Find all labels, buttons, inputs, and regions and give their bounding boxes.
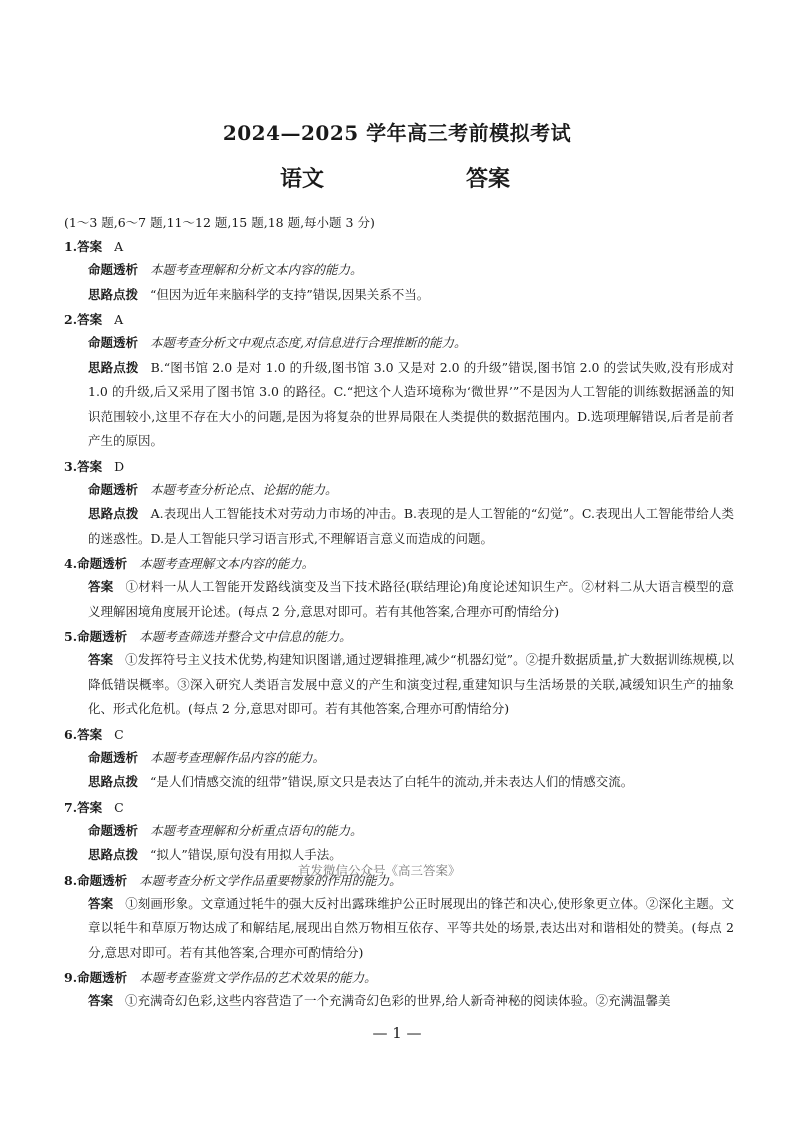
question-1-hint: 思路点拨 “但因为近年来脑科学的支持”错误,因果关系不当。	[88, 286, 430, 302]
answer-choice: D	[114, 458, 125, 474]
answer-choice: C	[114, 726, 124, 742]
question-7-header	[64, 796, 734, 819]
question-9-answer: 答案 ①充满奇幻色彩,这些内容营造了一个充满奇幻色彩的世界,给人新奇神秘的阅读体验。②充满温馨美	[88, 993, 671, 1008]
answer-content	[64, 212, 734, 1014]
answer-label: 答案	[77, 726, 103, 742]
question-2-header	[64, 308, 734, 331]
question-number: 1.	[64, 239, 78, 254]
question-5-header: 5.命题透析 本题考查筛选并整合文中信息的能力。	[64, 629, 352, 644]
question-5-answer: 答案 ①发挥符号主义技术优势,构建知识图谱,通过逻辑推理,减少“机器幻觉”。②提升数据质量,扩大数据训练规模,以降低错误概率。③深入研究人类语言发展中意义的产生和演变过程,重建知识与生活场景的关联,减缓知识生产的抽象化、形式化危机。(每点 2 分,意思对即可。若有其他答案,合理亦可酌情给分)	[88, 652, 734, 716]
answer-choice: C	[114, 799, 124, 815]
question-1-analysis: 命题透析 本题考查理解和分析文本内容的能力。	[88, 262, 363, 277]
answer-label: 答案	[77, 458, 103, 474]
question-number: 3.	[64, 458, 78, 474]
question-7-analysis: 命题透析 本题考查理解和分析重点语句的能力。	[88, 822, 363, 838]
answer-label: 答案	[77, 799, 103, 815]
answer-label: 答案	[77, 239, 103, 254]
question-number: 6.	[64, 726, 78, 742]
question-number: 4.	[64, 556, 78, 571]
scoring-note: (1～3 题,6～7 题,11～12 题,15 题,18 题,每小题 3 分)	[64, 215, 375, 230]
question-6-hint: 思路点拨 “是人们情感交流的纽带”错误,原文只是表达了白牦牛的流动,并未表达人们的情感交流。	[88, 774, 634, 789]
question-number: 5.	[64, 629, 78, 644]
question-3-hint: 思路点拨 A.表现出人工智能技术对劳动力市场的冲击。B.表现的是人工智能的“幻觉”。C.表现出人工智能带给人类的迷惑性。D.是人工智能只学习语言形式,不理解语言意义而造成的问题。	[88, 506, 734, 546]
question-2-analysis: 命题透析 本题考查分析文中观点态度,对信息进行合理推断的能力。	[88, 335, 467, 350]
question-9-header: 9.命题透析 本题考查鉴赏文学作品的艺术效果的能力。	[64, 970, 377, 985]
subtitle	[0, 162, 794, 190]
question-3-analysis: 命题透析 本题考查分析论点、论据的能力。	[88, 481, 338, 497]
question-8-header: 8.命题透析 本题考查分析文学作品重要物象的作用的能力。	[64, 872, 402, 888]
question-number: 9.	[64, 970, 78, 985]
answer-choice: A	[114, 312, 124, 327]
question-number: 8.	[64, 872, 78, 888]
question-1-header	[64, 235, 734, 258]
question-4-header: 4.命题透析 本题考查理解文本内容的能力。	[64, 556, 315, 571]
question-8-answer: 答案 ①刻画形象。文章通过牦牛的强大反衬出露珠维护公正时展现出的锋芒和决心,使形象更立体。②深化主题。文章以牦牛和草原万物达成了和解结尾,展现出自然万物相互依存、平等共处的场景,表达出对和谐相处的赞美。(每点 2 分,意思对即可。若有其他答案,合理亦可酌情给分)	[88, 895, 734, 960]
question-number: 7.	[64, 799, 78, 815]
subject-label: 语文	[280, 166, 325, 192]
page-number: — 1 —	[372, 1024, 422, 1042]
question-4-answer: 答案 ①材料一从人工智能开发路线演变及当下技术路径(联结理论)角度论述知识生产。②材料二从大语言模型的意义理解困境角度展开论述。(每点 2 分,意思对即可。若有其他答案,合理亦可酌情给分)	[88, 579, 734, 619]
question-number: 2.	[64, 312, 78, 327]
question-2-hint: 思路点拨 B.“图书馆 2.0 是对 1.0 的升级,图书馆 3.0 又是对 2.0 的升级”错误,图书馆 2.0 的尝试失败,没有形成对 1.0 的升级,后又采用了图书馆 3.0 的路径。C.“把这个人造环境称为‘微世界’”不是因为人工智能的训练数据涵盖的知识范围较小,这里不存在大小的问题,是因为将复杂的世界局限在人类提供的数据范围内。D.选项理解错误,后者是前者产生的原因。	[88, 359, 734, 448]
watermark-text: 首发微信公众号《高三答案》	[298, 863, 461, 878]
answer-label: 答案	[466, 166, 511, 192]
question-6-analysis: 命题透析 本题考查理解作品内容的能力。	[88, 749, 326, 765]
question-6-header	[64, 723, 734, 746]
answer-label: 答案	[77, 312, 103, 327]
question-7-hint: 思路点拨 “拟人”错误,原句没有用拟人手法。	[88, 847, 342, 862]
question-3-header	[64, 455, 734, 478]
answer-choice: A	[114, 239, 124, 254]
page-title: 2024—2025 学年高三考前模拟考试	[222, 121, 572, 145]
